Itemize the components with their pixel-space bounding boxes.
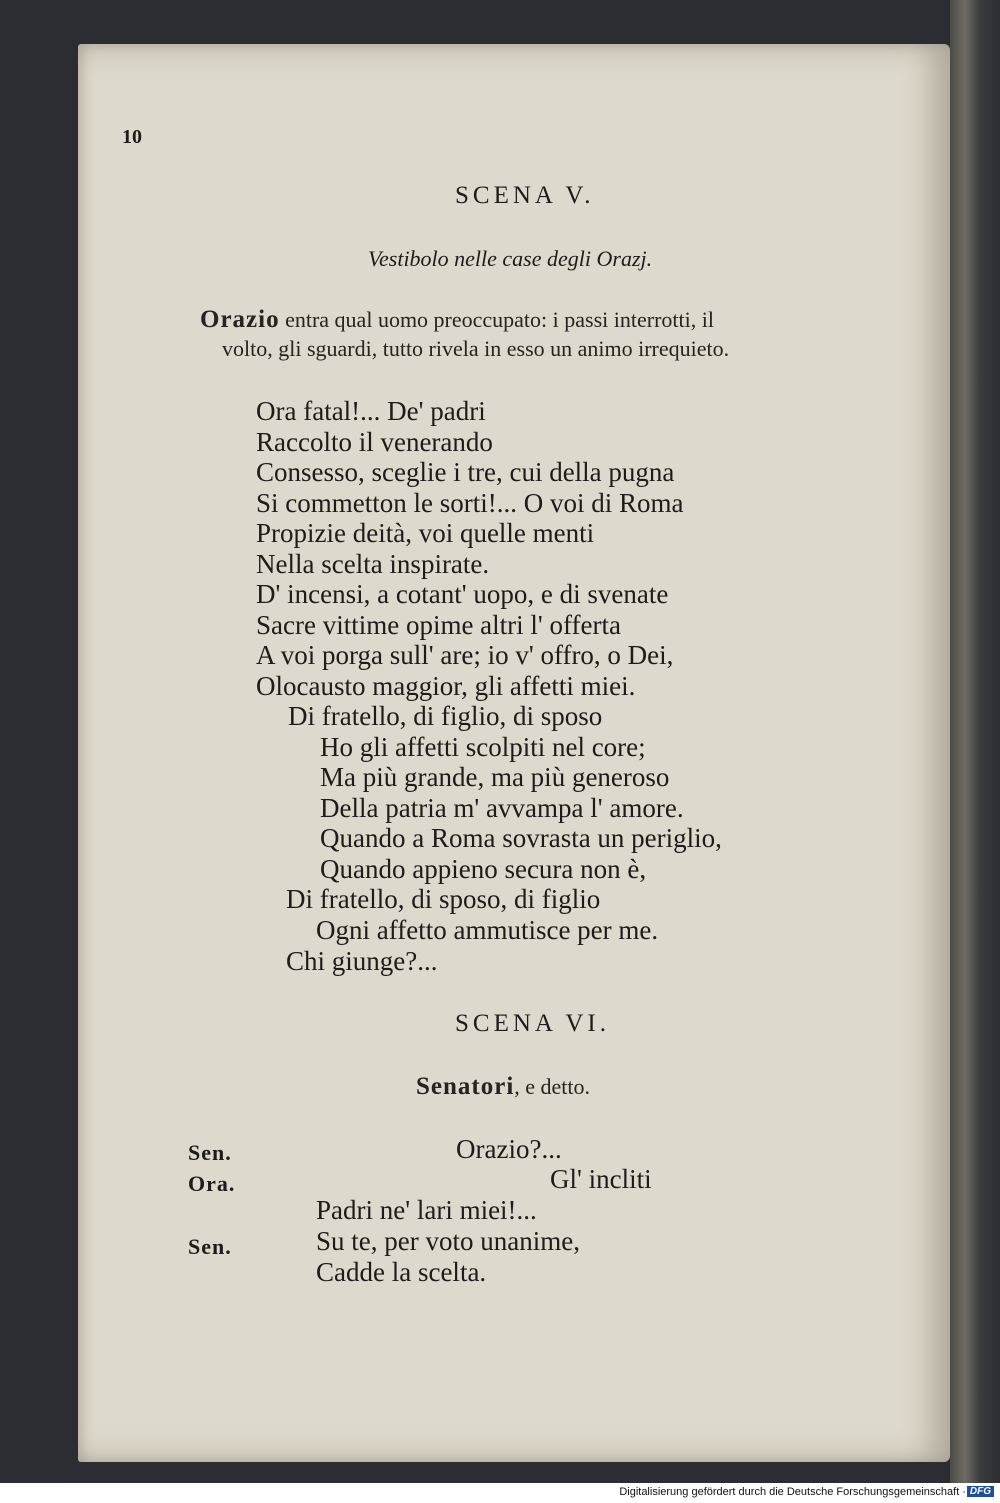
verse-line: Di fratello, di sposo, di figlio — [286, 884, 601, 914]
verse-line: Ho gli affetti scolpiti nel core; — [320, 732, 646, 762]
stage-direction-line-1 — [200, 306, 714, 334]
dfg-logo: DFG — [967, 1486, 994, 1497]
scene-vi-characters — [416, 1073, 590, 1101]
dialogue-line: Orazio?... — [456, 1134, 562, 1164]
stage-direction-text-1: entra qual uomo preoccupato: i passi interrotti, il — [285, 307, 714, 332]
dialogue-line: Su te, per voto unanime, — [316, 1226, 580, 1256]
characters-senatori: Senatori — [416, 1073, 515, 1100]
characters-rest: , e detto. — [514, 1074, 591, 1099]
dialogue-line: Gl' incliti — [550, 1164, 652, 1194]
verse-line: Nella scelta inspirate. — [256, 549, 490, 579]
scene-v-title: SCENA V. — [455, 182, 595, 209]
page-number: 10 — [122, 126, 142, 148]
speaker-label: Ora. — [188, 1171, 236, 1196]
verse-line: Della patria m' avvampa l' amore. — [320, 793, 684, 823]
verse-line: Quando a Roma sovrasta un periglio, — [320, 823, 722, 853]
verse-line: Propizie deità, voi quelle menti — [256, 518, 595, 548]
verse-line: A voi porga sull' are; io v' offro, o Dei, — [256, 640, 674, 670]
verse-line: Raccolto il venerando — [256, 427, 493, 457]
verse-line: Chi giunge?... — [286, 946, 438, 976]
dialogue-line: Padri ne' lari miei!... — [316, 1195, 537, 1225]
verse-line: Olocausto maggior, gli affetti miei. — [256, 671, 636, 701]
speaker-label: Sen. — [188, 1234, 232, 1259]
verse-line: D' incensi, a cotant' uopo, e di svenate — [256, 579, 669, 609]
scene-v-setting: Vestibolo nelle case degli Orazj. — [368, 246, 653, 271]
speaker-label: Sen. — [188, 1140, 232, 1165]
dialogue-line: Cadde la scelta. — [316, 1257, 487, 1287]
footer-credit: Digitalisierung gefördert durch die Deutsche Forschungsgemeinschaft · — [619, 1486, 966, 1498]
verse-line: Consesso, sceglie i tre, cui della pugna — [256, 457, 675, 487]
verse-line: Quando appieno secura non è, — [320, 854, 647, 884]
scene-vi-title: SCENA VI. — [455, 1010, 611, 1037]
verse-line: Ma più grande, ma più generoso — [320, 762, 670, 792]
stage-direction-line-2: volto, gli sguardi, tutto rivela in esso un animo irrequieto. — [222, 336, 730, 361]
book-cover-edge — [950, 0, 1000, 1483]
verse-line: Ora fatal!... De' padri — [256, 396, 486, 426]
verse-line: Ogni affetto ammutisce per me. — [316, 915, 659, 945]
stage-character-orazio: Orazio — [200, 306, 280, 333]
verse-line: Di fratello, di figlio, di sposo — [288, 701, 603, 731]
verse-line: Si commetton le sorti!... O voi di Roma — [256, 488, 684, 518]
verse-line: Sacre vittime opime altri l' offerta — [256, 610, 621, 640]
